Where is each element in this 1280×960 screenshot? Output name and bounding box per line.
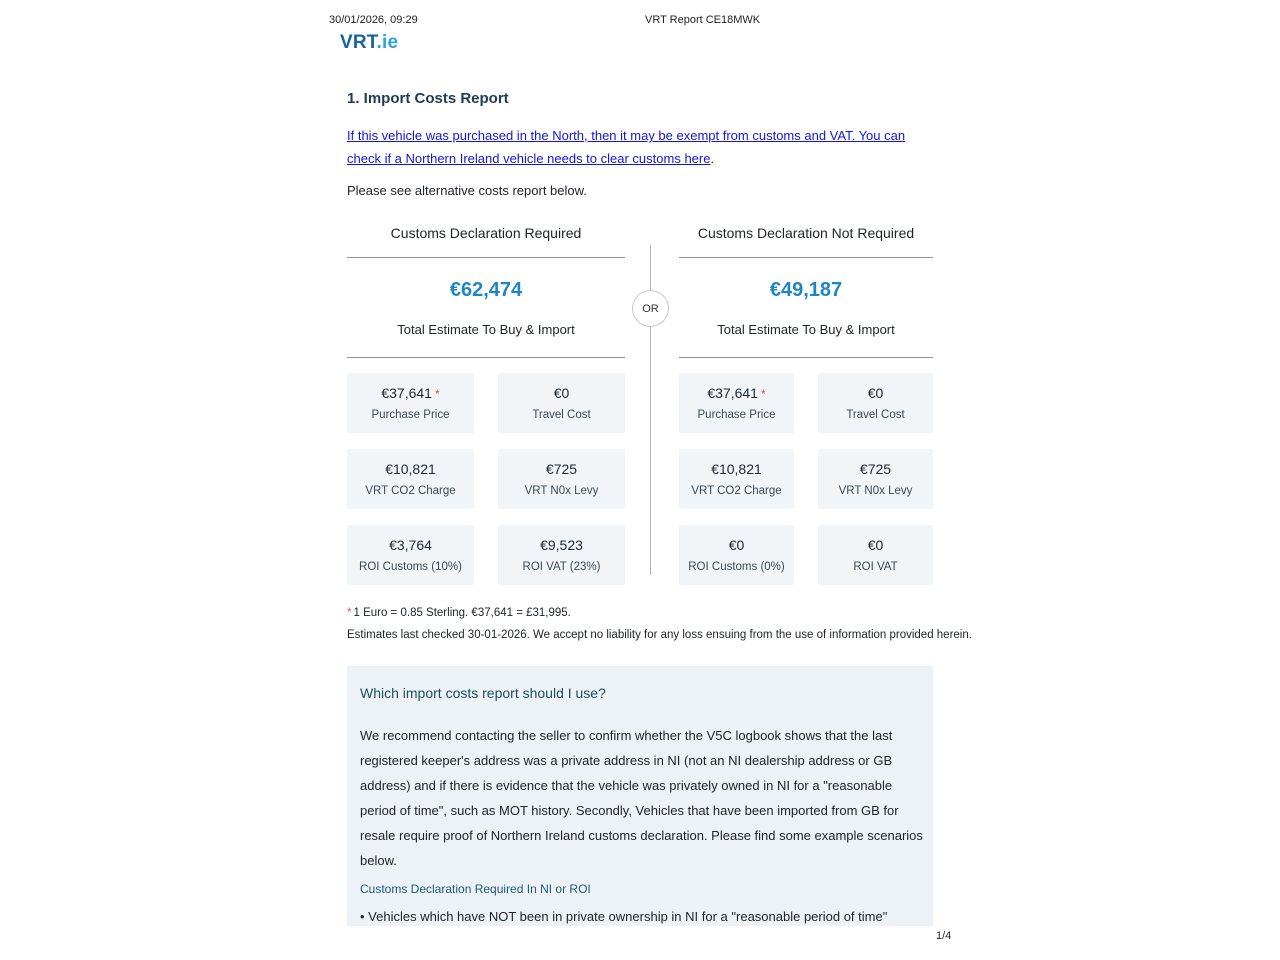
divider-line [347, 357, 625, 358]
import-costs-info-box [347, 666, 933, 926]
print-header-date: 30/01/2026, 09:29 [329, 14, 418, 26]
info-box-body: We recommend contacting the seller to confirm whether the V5C logbook shows that the last registered keeper's address was a private address in NI (not an NI dealership address or GB address) and if there is evidence that the vehicle was privately owned in NI for a "reasonable period of time", such as MOT history. Secondly, Vehicles that have been imported from GB for resale require proof of Northern Ireland customs declaration. Please find some example scenarios below. [360, 728, 923, 868]
cost-box-purchase-price [679, 373, 794, 433]
link-suffix: . [710, 151, 715, 166]
cost-box-travel-cost [498, 373, 625, 433]
cost-label: VRT CO2 Charge [365, 485, 456, 497]
column-header: Customs Declaration Not Required [697, 225, 915, 241]
cost-label: VRT CO2 Charge [691, 485, 782, 497]
exchange-rate-footnote: * 1 Euro = 0.85 Sterling. €37,641 = £31,995. [347, 607, 571, 619]
info-box-heading: Which import costs report should I use? [360, 685, 606, 701]
cost-label: ROI VAT [853, 561, 898, 573]
cost-label: ROI Customs (10%) [359, 561, 462, 573]
column-header: Customs Declaration Required [390, 225, 582, 241]
divider-line [679, 357, 933, 358]
intro-text: Please see alternative costs report below. [347, 183, 587, 198]
logo-text-primary: VRT [340, 32, 377, 53]
total-estimate-label: Total Estimate To Buy & Import [397, 322, 575, 337]
cost-grid [679, 373, 933, 585]
logo-text-secondary: .ie [376, 32, 399, 53]
cost-label: VRT N0x Levy [838, 485, 913, 497]
footnote-asterisk: * [347, 607, 352, 619]
cost-label: VRT N0x Levy [524, 485, 599, 497]
total-estimate-amount: €62,474 [449, 279, 523, 301]
cost-box-roi-vat [498, 525, 625, 585]
cost-value: €0 [553, 385, 570, 401]
cost-value: €37,641 * [707, 385, 766, 401]
cost-label: ROI VAT (23%) [522, 561, 601, 573]
footnote-asterisk: * [434, 387, 440, 401]
cost-box-purchase-price [347, 373, 474, 433]
cost-box-vrt-co2 [679, 449, 794, 509]
column-customs-declaration-not-required [679, 222, 933, 585]
cost-value: €9,523 [540, 537, 583, 553]
cost-label: Purchase Price [697, 409, 776, 421]
info-box-subheading: Customs Declaration Required In NI or ROI [360, 882, 591, 896]
cost-box-vrt-nox [498, 449, 625, 509]
page-number: 1/4 [936, 930, 952, 942]
customs-exemption-link[interactable]: If this vehicle was purchased in the North, then it may be exempt from customs and VAT. You can check if a Northern Ireland vehicle needs to clear customs here [347, 128, 906, 166]
divider-line [347, 257, 625, 258]
cost-value: €0 [728, 537, 745, 553]
total-estimate-amount: €49,187 [769, 279, 843, 301]
cost-box-roi-customs [347, 525, 474, 585]
divider-line [679, 257, 933, 258]
disclaimer-footnote: Estimates last checked 30-01-2026. We accept no liability for any loss ensuing from the use of information provided herein. [347, 629, 972, 641]
cost-label: Purchase Price [371, 409, 450, 421]
cost-value: €725 [545, 461, 578, 477]
cost-value: €725 [859, 461, 892, 477]
cost-box-travel-cost [818, 373, 933, 433]
column-customs-declaration-required [347, 222, 625, 585]
cost-value: €3,764 [389, 537, 432, 553]
cost-value: €10,821 [711, 461, 762, 477]
cost-value: €37,641 * [381, 385, 440, 401]
footnote-asterisk: * [760, 387, 766, 401]
or-divider-badge: OR [632, 290, 669, 327]
cost-label: Travel Cost [532, 409, 591, 421]
cost-value: €0 [867, 385, 884, 401]
vrt-ie-logo [340, 32, 398, 54]
info-box-bullet: • Vehicles which have NOT been in private ownership in NI for a "reasonable period of time" [360, 909, 888, 924]
section-title: 1. Import Costs Report [347, 90, 509, 107]
cost-value: €10,821 [385, 461, 436, 477]
total-estimate-label: Total Estimate To Buy & Import [717, 322, 895, 337]
cost-grid [347, 373, 625, 585]
print-header-document-title: VRT Report CE18MWK [645, 14, 761, 26]
cost-label: ROI Customs (0%) [688, 561, 785, 573]
exemption-paragraph [347, 124, 935, 170]
cost-box-roi-customs [679, 525, 794, 585]
cost-value: €0 [867, 537, 884, 553]
cost-box-roi-vat [818, 525, 933, 585]
cost-label: Travel Cost [846, 409, 905, 421]
cost-box-vrt-co2 [347, 449, 474, 509]
cost-box-vrt-nox [818, 449, 933, 509]
